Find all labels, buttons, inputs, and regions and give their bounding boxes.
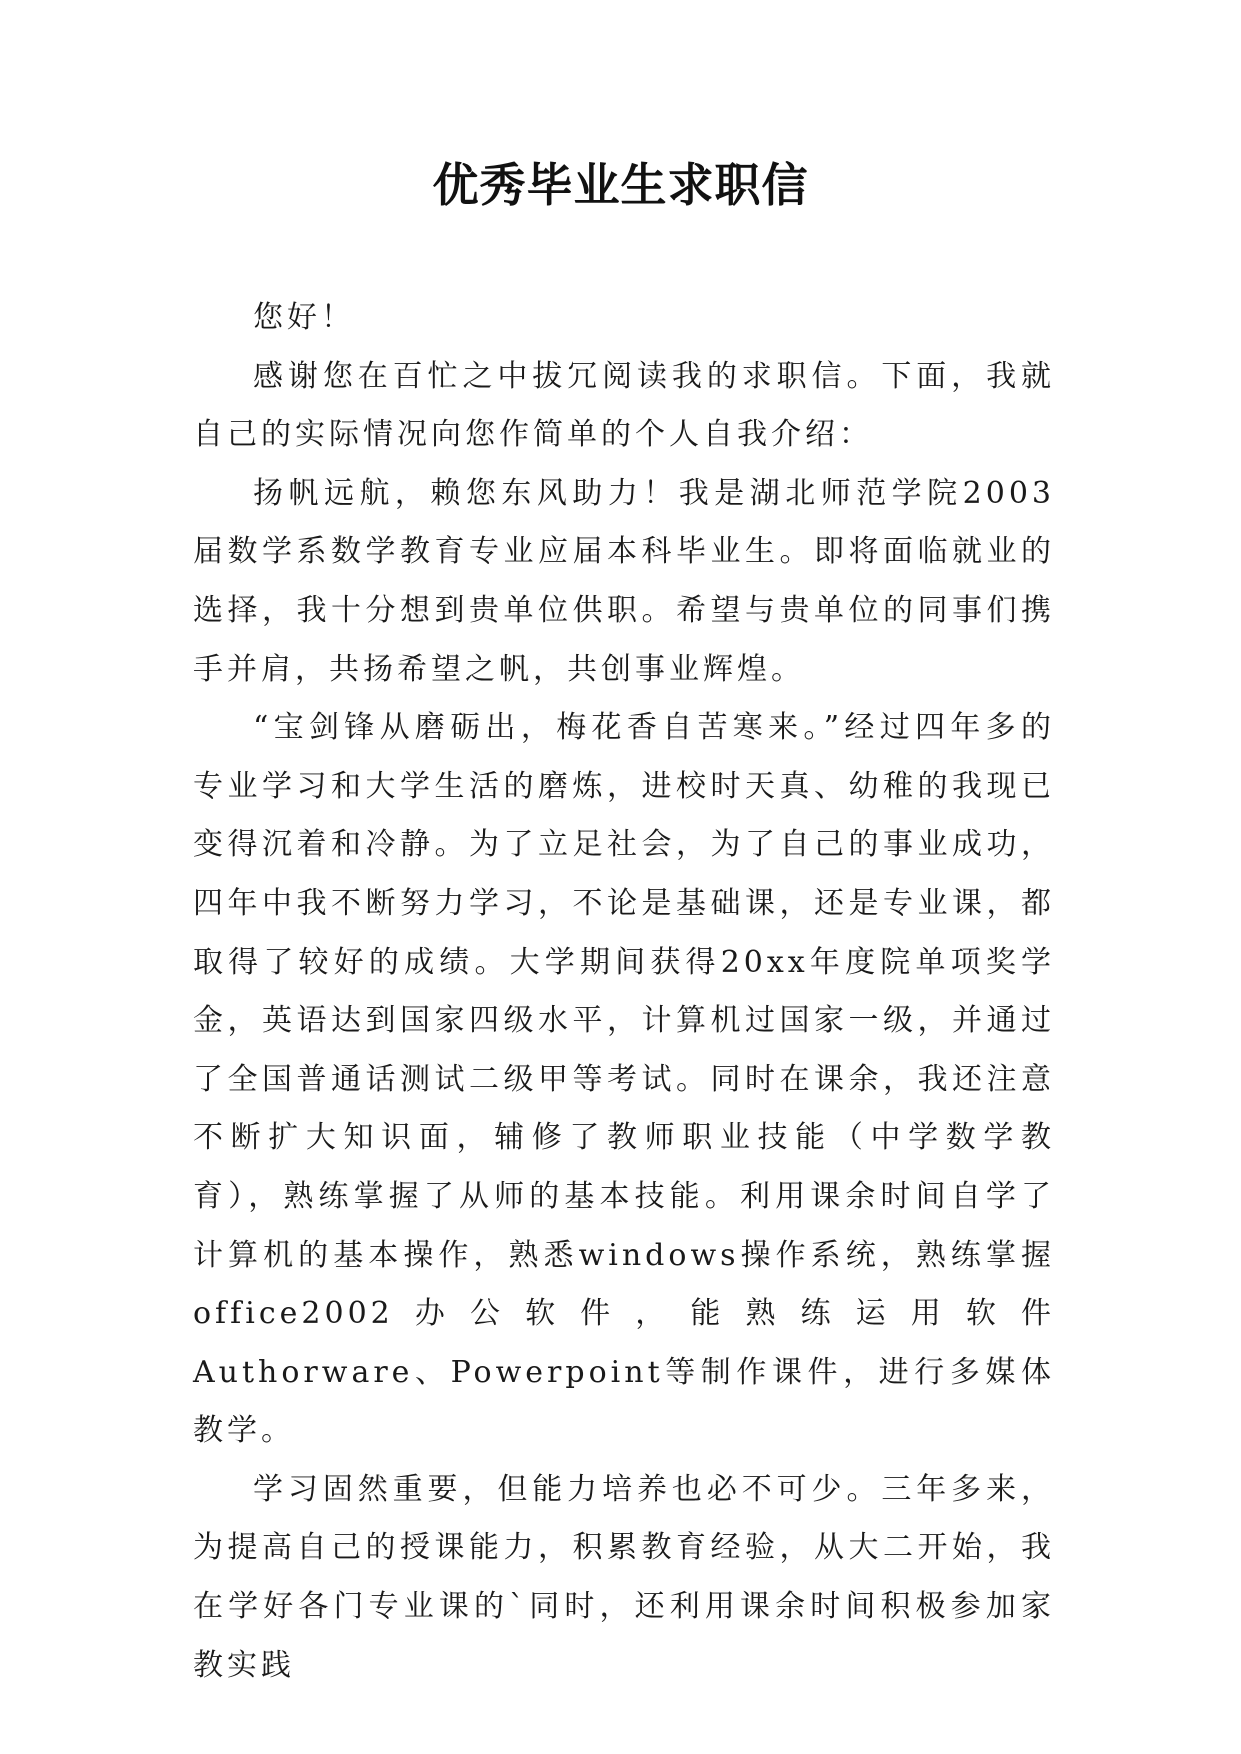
document-title: 优秀毕业生求职信 xyxy=(432,158,809,212)
paragraph-introduction: 扬帆远航，赖您东风助力！我是湖北师范学院2003届数学系数学教育专业应届本科毕业生。即将面临就业的选择，我十分想到贵单位供职。希望与贵单位的同事们携手并肩，共扬希望之帆，共创事业辉煌。 xyxy=(193,475,1055,687)
paragraph-study: “宝剑锋从磨砺出，梅花香自苦寒来。”经过四年多的专业学习和大学生活的磨炼，进校时天真、幼稚的我现已变得沉着和冷静。为了立足社会，为了自己的事业成功，四年中我不断努力学习，不论是基础课，还是专业课，都取得了较好的成绩。大学期间获得20xx年度院单项奖学金，英语达到国家四级水平，计算机过国家一级，并通过了全国普通话测试二级甲等考试。同时在课余，我还注意不断扩大知识面，辅修了教师职业技能（中学数学教育），熟练掌握了从师的基本技能。利用课余时间自学了计算机的基本操作，熟悉windows操作系统，熟练掌握office2002办公软件，能熟练运用软件Authorware、Powerpoint等制作课件，进行多媒体教学。 xyxy=(193,710,1055,1449)
paragraph-greeting: 您好！ xyxy=(253,300,355,335)
paragraph-ability: 学习固然重要，但能力培养也必不可少。三年多来，为提高自己的授课能力，积累教育经验，从大二开始，我在学好各门专业课的`同时，还利用课余时间积极参加家教实践 xyxy=(193,1471,1055,1683)
paragraph-thanks: 感谢您在百忙之中拔冗阅读我的求职信。下面，我就自己的实际情况向您作简单的个人自我介绍： xyxy=(193,358,1055,453)
letter-body xyxy=(193,289,1055,1695)
